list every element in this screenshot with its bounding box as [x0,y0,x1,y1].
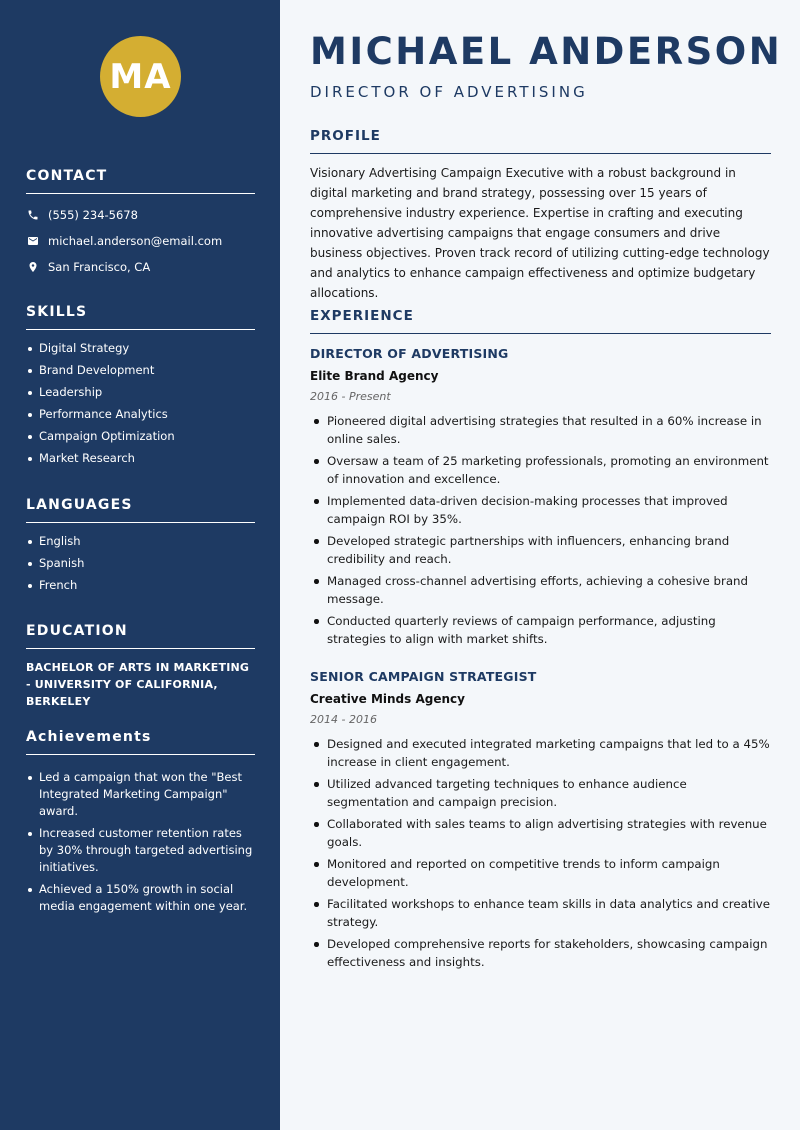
contact-phone [26,206,255,224]
phone-text: (555) 234-5678 [48,208,138,222]
skills-list [26,340,255,467]
contact-location [26,258,255,276]
location-text: San Francisco, CA [48,260,151,274]
company-name: Elite Brand Agency [310,369,439,383]
job-bullet: Facilitated workshops to enhance team skills in data analytics and creative strategy. [310,895,771,931]
language-item: French [26,577,255,594]
skill-item: Campaign Optimization [26,428,255,445]
job-bullet: Collaborated with sales teams to align advertising strategies with revenue goals. [310,815,771,851]
achievements-list [26,769,255,915]
job-bullet: Implemented data-driven decision-making processes that improved campaign ROI by 35%. [310,492,771,528]
skill-item: Digital Strategy [26,340,255,357]
job-entry [310,346,771,652]
company-name: Creative Minds Agency [310,692,465,706]
job-bullet: Managed cross-channel advertising efforts, achieving a cohesive brand message. [310,572,771,608]
skill-item: Brand Development [26,362,255,379]
education-section [26,623,255,710]
job-bullet: Monitored and reported on competitive trends to inform campaign development. [310,855,771,891]
avatar: MA [100,36,181,117]
candidate-name: MICHAEL ANDERSON [310,30,783,73]
job-dates: 2014 - 2016 [310,713,377,726]
skills-section [26,304,255,472]
skills-heading: SKILLS [26,304,255,330]
language-item: Spanish [26,555,255,572]
contact-email [26,232,255,250]
job-bullet: Utilized advanced targeting techniques to enhance audience segmentation and campaign precision. [310,775,771,811]
profile-text: Visionary Advertising Campaign Executive with a robust background in digital marketing and brand strategy, possessing over 15 years of comprehensive industry experience. Expertise in crafting and executing innovative advertising campaigns that engage consumers and drive business objectives. Proven track record of utilizing cutting-edge technology and analytics to enhance campaign effectiveness and optimize budgetary allocations. [310,166,770,300]
job-bullet: Designed and executed integrated marketing campaigns that led to a 45% increase in client engagement. [310,735,771,771]
experience-heading: EXPERIENCE [310,308,771,334]
skill-item: Market Research [26,450,255,467]
email-text: michael.anderson@email.com [48,234,223,248]
achievements-section [26,729,255,920]
contact-heading: CONTACT [26,168,255,194]
job-entry [310,669,771,975]
achievements-heading: Achievements [26,729,255,755]
profile-heading: PROFILE [310,128,771,154]
achievement-item: Achieved a 150% growth in social media engagement within one year. [26,881,255,915]
candidate-title: DIRECTOR OF ADVERTISING [310,83,588,101]
job-title: DIRECTOR OF ADVERTISING [310,346,509,361]
job-title: SENIOR CAMPAIGN STRATEGIST [310,669,537,684]
languages-section [26,497,255,599]
achievement-item: Increased customer retention rates by 30% through targeted advertising initiatives. [26,825,255,876]
job-bullet: Developed comprehensive reports for stakeholders, showcasing campaign effectiveness and insights. [310,935,771,971]
education-heading: EDUCATION [26,623,255,649]
job-bullet: Conducted quarterly reviews of campaign performance, adjusting strategies to align with market shifts. [310,612,771,648]
sidebar [0,0,280,1130]
job-bullet: Oversaw a team of 25 marketing professionals, promoting an environment of innovation and excellence. [310,452,771,488]
job-bullet: Pioneered digital advertising strategies that resulted in a 60% increase in online sales. [310,412,771,448]
achievement-item: Led a campaign that won the "Best Integrated Marketing Campaign" award. [26,769,255,820]
job-bullets [310,735,771,971]
language-item: English [26,533,255,550]
phone-icon [26,208,40,222]
job-bullet: Developed strategic partnerships with influencers, enhancing brand credibility and reach. [310,532,771,568]
location-pin-icon [26,260,40,274]
job-dates: 2016 - Present [310,390,391,403]
languages-list [26,533,255,594]
skill-item: Performance Analytics [26,406,255,423]
languages-heading: LANGUAGES [26,497,255,523]
contact-section [26,168,255,276]
job-bullets [310,412,771,648]
email-icon [26,234,40,248]
education-degree: BACHELOR OF ARTS IN MARKETING - UNIVERSITY OF CALIFORNIA, BERKELEY [26,661,250,708]
skill-item: Leadership [26,384,255,401]
